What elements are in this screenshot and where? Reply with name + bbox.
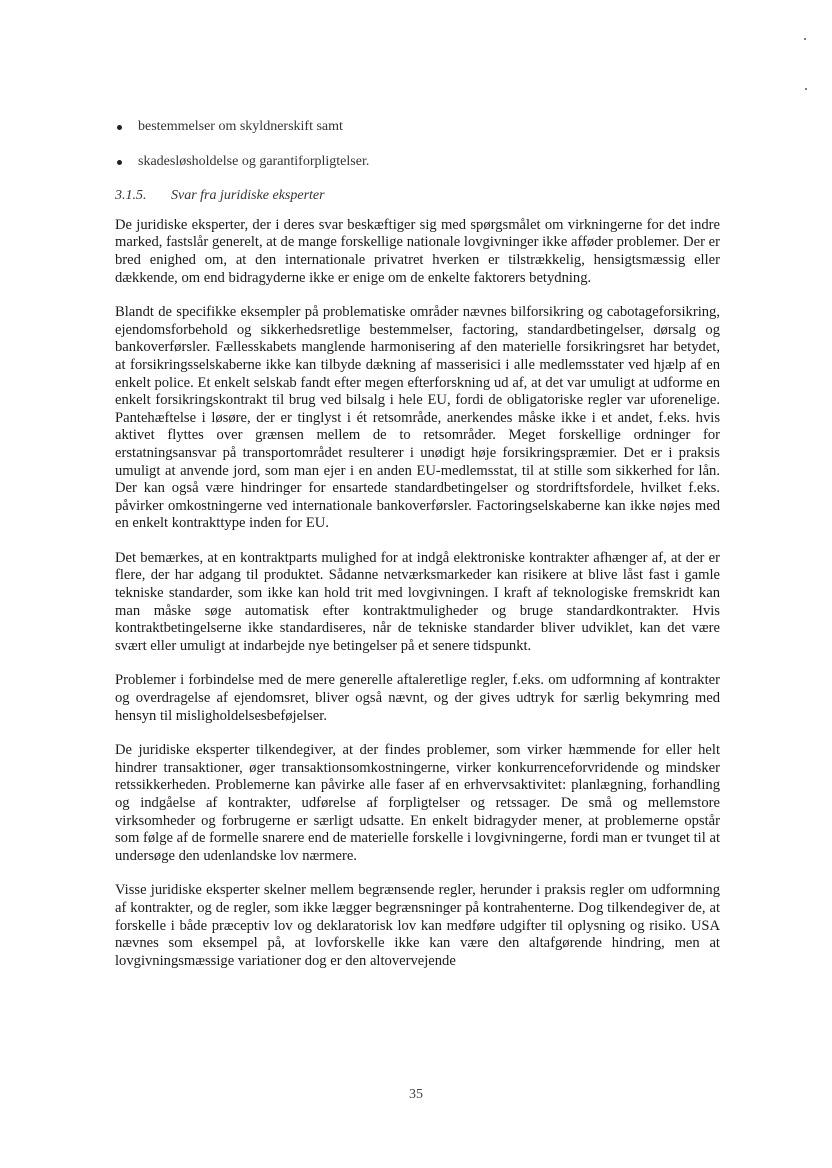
section-title: Svar fra juridiske eksperter (171, 188, 325, 204)
paragraph: Visse juridiske eksperter skelner mellem begrænsende regler, herunder i praksis regler om udformning af kontrakter, og de regler, som ikke lægger begrænsninger på kontrahenterne. Dog tilkendegiver de, at forskelle i både præceptiv lov og deklaratorisk lov kan medføre udgifter til oplysning og risiko. USA nævnes som eksempel på, at lovforskelle ikke kan være den altafgørende hindring, men at lovgivningsmæssige variationer dog er den altovervejende (115, 882, 720, 969)
bullet-list (115, 118, 720, 170)
paragraph: De juridiske eksperter tilkendegiver, at der findes problemer, som virker hæmmende for eller helt hindrer transaktioner, øger transaktionsomkostningerne, virker konkurrenceforvridende og mindsker retssikkerheden. Problemerne kan påvirke alle faser af en erhvervsaktivitet: planlægning, forhandling og indgåelse af kontrakter, udførelse af forpligtelser og retssager. De små og mellemstore virksomheder og forbrugerne er særligt udsatte. En enkelt bidragyder mener, at problemerne opstår som følge af de formelle snarere end de materielle forskelle i lovgivningerne, fordi man er tvunget til at undersøge den udenlandske lov nærmere. (115, 742, 720, 864)
bullet-text: bestemmelser om skyldnerskift samt (138, 119, 343, 134)
paragraph: Blandt de specifikke eksempler på problematiske områder nævnes bilforsikring og cabotageforsikring, ejendomsforbehold og sikkerhedsretlige bestemmelser, factoring, standardbetingelser, dørsalg og bankoverførsler. Fællesskabets manglende harmonisering af den materielle forsikringsret har betydet, at forsikringsselskaberne ikke kan tilbyde dækning af masserisici i alle medlemsstater ved hjælp af en enkelt police. Et enkelt selskab fandt efter megen efterforskning ud af, at det var umuligt at udforme en enkelt forsikringskontrakt til brug ved bilsalg i hele EU, fordi de obligatoriske regler var uforenelige. Pantehæftelse i løsøre, der er tinglyst i ét retsområde, anerkendes måske ikke i et andet, f.eks. hvis aktivet flyttes over grænsen mellem de to retsområder. Meget forskellige ordninger for erstatningsansvar på transportområdet resulterer i unødigt høje forsikringspræmier. Det er i praksis umuligt at anvende jord, som man ejer i en anden EU-medlemsstat, til at stille som sikkerhed for lån. Der kan også være hindringer for ensartede standardbetingelser og stordriftsfordele, hvilket f.eks. påvirker omkostningerne ved internationale bankoverførsler. Factoringselskaberne kan ikke nøjes med en enkelt kontrakttype inden for EU. (115, 304, 720, 532)
paragraph: Problemer i forbindelse med de mere generelle aftaleretlige regler, f.eks. om udformning af kontrakter og overdragelse af ejendomsret, bliver også nævnt, og der gives udtryk for særlig bekymring med hensyn til misligholdelsesbeføjelser. (115, 672, 720, 724)
bullet-dot-icon (117, 125, 122, 130)
scan-speck (804, 38, 806, 40)
bullet-text: skadesløsholdelse og garantiforpligtelser. (138, 153, 370, 169)
scan-speck (805, 88, 807, 90)
bullet-item (115, 118, 720, 136)
bullet-item (115, 153, 720, 171)
document-body (115, 118, 720, 987)
section-heading (115, 187, 720, 205)
scan-specks (800, 34, 808, 94)
bullet-dot-icon (117, 160, 122, 165)
paragraph: Det bemærkes, at en kontraktparts mulighed for at indgå elektroniske kontrakter afhænger af, at der er flere, der har adgang til produktet. Sådanne netværksmarkeder kan risikere at blive låst fast i gamle tekniske standarder, som ikke kan hold trit med lovgivningen. I kraft af teknologiske fremskridt kan man måske søge automatisk efter kontraktmuligheder og bruge standardkontrakter. Hvis kontraktbetingelserne ikke standardiseres, når de tekniske standarder bliver udviklet, kan det være svært eller umuligt at indarbejde nye betingelser på et senere tidspunkt. (115, 549, 720, 654)
paragraph: De juridiske eksperter, der i deres svar beskæftiger sig med spørgsmålet om virkningerne for det indre marked, fastslår generelt, at de mange forskellige nationale lovgivninger ikke afføder problemer. Der er bred enighed om, at den internationale privatret hverken er tilstrækkelig, hensigtsmæssig eller dækkende, om end bidragyderne ikke er enige om de enkelte faktorers betydning. (115, 216, 720, 286)
section-number: 3.1.5. (115, 188, 147, 204)
page-number: 35 (409, 1087, 423, 1102)
